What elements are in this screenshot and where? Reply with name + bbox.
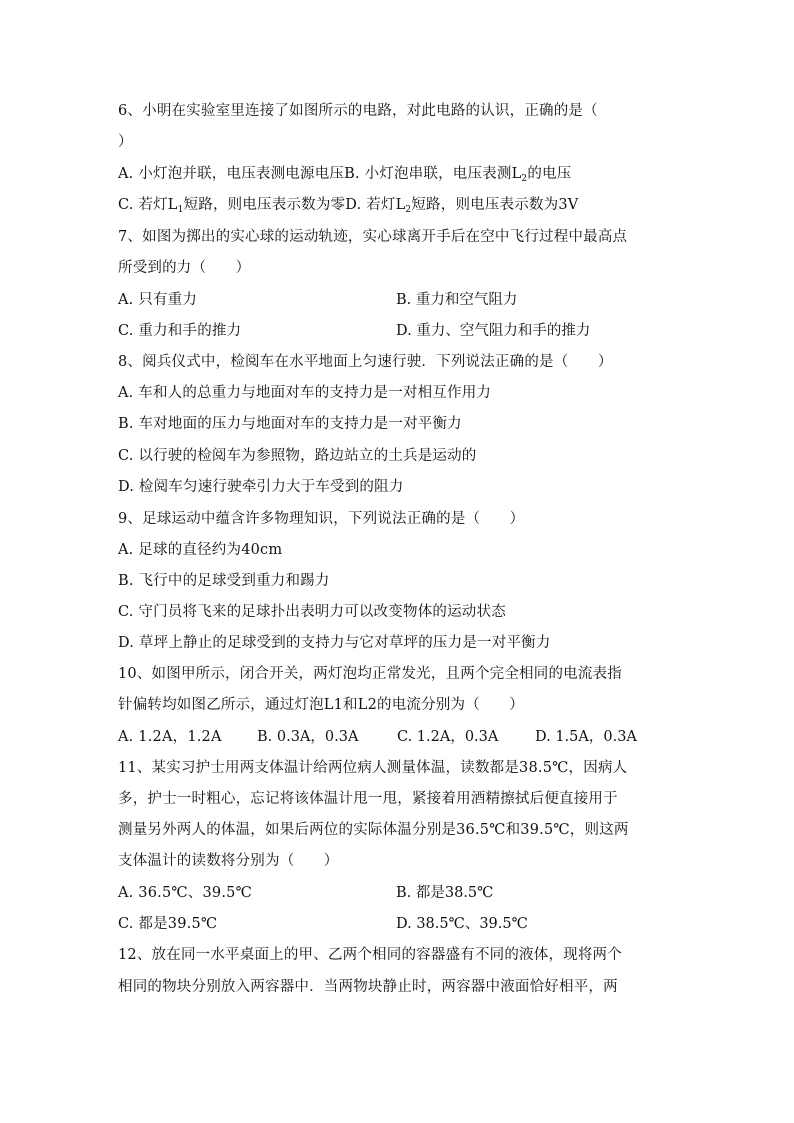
q11-stem-line3: 测量另外两人的体温，如果后两位的实际体温分别是36.5℃和39.5℃，则这两 <box>118 822 629 838</box>
q6-stem-line1: 6、小明在实验室里连接了如图所示的电路，对此电路的认识，正确的是（ <box>118 103 598 119</box>
q6-option-b-sub: 2 <box>521 174 528 184</box>
q10-option-a[interactable]: A. 1.2A，1.2A <box>118 729 222 745</box>
q10-option-b[interactable]: B. 0.3A，0.3A <box>257 729 359 745</box>
q11-stem-line1: 11、某实习护士用两支体温计给两位病人测量体温，读数都是38.5℃，因病人 <box>118 760 628 776</box>
q6-option-c-sub: 1 <box>177 205 184 215</box>
q12-stem-line2: 相同的物块分别放入两容器中．当两物块静止时，两容器中液面恰好相平，两 <box>118 979 618 995</box>
q11-option-d[interactable]: D. 38.5℃、39.5℃ <box>396 916 528 932</box>
q10-option-d[interactable]: D. 1.5A，0.3A <box>535 729 637 745</box>
q8-option-d[interactable]: D. 检阅车匀速行驶牵引力大于车受到的阻力 <box>118 479 404 495</box>
q7-option-b[interactable]: B. 重力和空气阻力 <box>396 292 518 308</box>
q7-stem-line1: 7、如图为掷出的实心球的运动轨迹，实心球离开手后在空中飞行过程中最高点 <box>118 229 628 245</box>
q11-option-a[interactable]: A. 36.5℃、39.5℃ <box>118 885 253 901</box>
q7-option-c[interactable]: C. 重力和手的推力 <box>118 323 242 339</box>
q6-option-d-sub: 2 <box>405 205 412 215</box>
q6-stem-line2: ） <box>118 134 133 150</box>
q6-option-c-text: C. 若灯L <box>118 197 178 213</box>
q8-option-a[interactable]: A. 车和人的总重力与地面对车的支持力是一对相互作用力 <box>118 385 492 401</box>
q8-option-b[interactable]: B. 车对地面的压力与地面对车的支持力是一对平衡力 <box>118 416 462 432</box>
q9-option-d[interactable]: D. 草坪上静止的足球受到的支持力与它对草坪的压力是一对平衡力 <box>118 635 551 651</box>
q10-stem-line2: 针偏转均如图乙所示，通过灯泡L1和L2的电流分别为（ ） <box>118 697 525 713</box>
q12-stem-line1: 12、放在同一水平桌面上的甲、乙两个相同的容器盛有不同的液体，现将两个 <box>118 947 622 963</box>
q9-option-b[interactable]: B. 飞行中的足球受到重力和踢力 <box>118 573 330 589</box>
q10-stem-line1: 10、如图甲所示，闭合开关，两灯泡均正常发光，且两个完全相同的电流表指 <box>118 666 622 682</box>
q9-option-a[interactable]: A. 足球的直径约为40cm <box>118 542 283 558</box>
q6-options-row2 <box>118 195 578 215</box>
q8-option-c[interactable]: C. 以行驶的检阅车为参照物，路边站立的土兵是运动的 <box>118 448 477 464</box>
q8-stem: 8、阅兵仪式中，检阅车在水平地面上匀速行驶．下列说法正确的是（ ） <box>118 354 613 370</box>
q6-option-b[interactable] <box>344 166 571 182</box>
q11-option-c[interactable]: C. 都是39.5℃ <box>118 916 218 932</box>
q6-option-d[interactable] <box>345 197 578 213</box>
q10-option-c[interactable]: C. 1.2A，0.3A <box>397 729 499 745</box>
q9-stem: 9、足球运动中蕴含许多物理知识，下列说法正确的是（ ） <box>118 511 525 527</box>
q6-option-b-text-end: 的电压 <box>527 166 572 182</box>
q6-option-d-text-end: 短路，则电压表示数为3V <box>411 197 579 213</box>
q11-stem-line4: 支体温计的读数将分别为（ ） <box>118 853 339 869</box>
q11-stem-line2: 多，护士一时粗心，忘记将该体温计甩一甩，紧接着用酒精擦拭后便直接用于 <box>118 791 618 807</box>
q9-option-c[interactable]: C. 守门员将飞来的足球扑出表明力可以改变物体的运动状态 <box>118 604 506 620</box>
q6-option-d-text: D. 若灯L <box>345 197 406 213</box>
q11-option-b[interactable]: B. 都是38.5℃ <box>396 885 494 901</box>
q6-option-c-text-end: 短路，则电压表示数为零 <box>183 197 346 213</box>
q6-option-a[interactable]: A. 小灯泡并联，电压表测电源电压 <box>118 166 345 182</box>
q7-stem-line2: 所受到的力（ ） <box>118 260 251 276</box>
q7-option-d[interactable]: D. 重力、空气阻力和手的推力 <box>396 323 591 339</box>
q6-options-row1 <box>118 164 571 184</box>
q7-option-a[interactable]: A. 只有重力 <box>118 292 198 308</box>
q6-option-b-text: B. 小灯泡串联，电压表测L <box>344 166 522 182</box>
q6-option-c[interactable] <box>118 197 345 213</box>
